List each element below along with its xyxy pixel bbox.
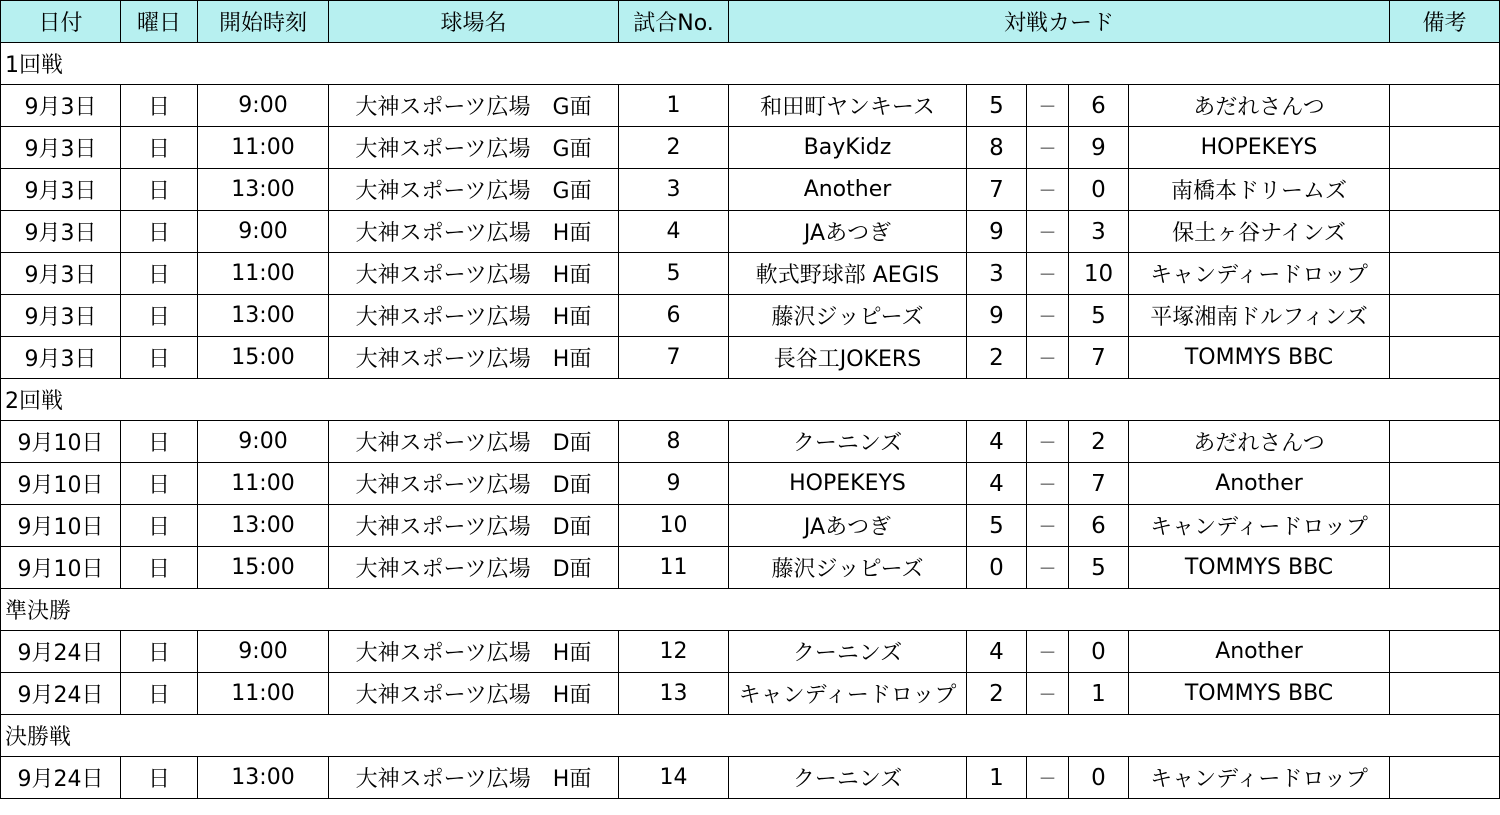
match-date: 9月24日 [1, 631, 121, 673]
header-matchup: 対戦カード [729, 1, 1390, 43]
away-score: 7 [1069, 463, 1129, 505]
match-notes [1390, 631, 1500, 673]
match-number: 7 [619, 337, 729, 379]
away-team: TOMMYS BBC [1129, 673, 1390, 715]
match-venue: 大神スポーツ広場 H面 [329, 673, 619, 715]
match-day: 日 [121, 211, 198, 253]
match-venue: 大神スポーツ広場 H面 [329, 295, 619, 337]
match-number: 10 [619, 505, 729, 547]
away-team: HOPEKEYS [1129, 127, 1390, 169]
match-number: 1 [619, 85, 729, 127]
score-dash: － [1027, 757, 1069, 799]
away-team: あだれさんつ [1129, 85, 1390, 127]
match-notes [1390, 547, 1500, 589]
home-team: 長谷工JOKERS [729, 337, 967, 379]
table-row [1, 85, 1500, 127]
away-team: TOMMYS BBC [1129, 337, 1390, 379]
away-score: 0 [1069, 757, 1129, 799]
round-title: 2回戦 [1, 379, 1500, 421]
match-venue: 大神スポーツ広場 H面 [329, 253, 619, 295]
score-dash: － [1027, 463, 1069, 505]
score-dash: － [1027, 673, 1069, 715]
match-time: 13:00 [198, 757, 329, 799]
match-number: 11 [619, 547, 729, 589]
match-number: 8 [619, 421, 729, 463]
match-notes [1390, 505, 1500, 547]
match-time: 11:00 [198, 463, 329, 505]
match-time: 11:00 [198, 673, 329, 715]
away-score: 5 [1069, 547, 1129, 589]
match-venue: 大神スポーツ広場 D面 [329, 547, 619, 589]
table-row [1, 211, 1500, 253]
round-section-row [1, 43, 1500, 85]
header-start-time: 開始時刻 [198, 1, 329, 43]
score-dash: － [1027, 547, 1069, 589]
header-date: 日付 [1, 1, 121, 43]
header-venue: 球場名 [329, 1, 619, 43]
match-time: 13:00 [198, 505, 329, 547]
home-team: HOPEKEYS [729, 463, 967, 505]
home-score: 5 [967, 85, 1027, 127]
away-score: 6 [1069, 85, 1129, 127]
table-row [1, 337, 1500, 379]
table-row [1, 127, 1500, 169]
match-day: 日 [121, 337, 198, 379]
match-number: 14 [619, 757, 729, 799]
round-section-row [1, 715, 1500, 757]
home-team: クーニンズ [729, 631, 967, 673]
match-notes [1390, 211, 1500, 253]
match-date: 9月3日 [1, 85, 121, 127]
match-date: 9月10日 [1, 463, 121, 505]
match-date: 9月10日 [1, 547, 121, 589]
match-day: 日 [121, 127, 198, 169]
match-venue: 大神スポーツ広場 H面 [329, 211, 619, 253]
away-score: 5 [1069, 295, 1129, 337]
table-row [1, 757, 1500, 799]
header-match-no: 試合No. [619, 1, 729, 43]
match-date: 9月3日 [1, 211, 121, 253]
match-time: 11:00 [198, 253, 329, 295]
match-day: 日 [121, 547, 198, 589]
home-team: 藤沢ジッピーズ [729, 547, 967, 589]
match-time: 11:00 [198, 127, 329, 169]
header-day: 曜日 [121, 1, 198, 43]
match-day: 日 [121, 673, 198, 715]
home-score: 4 [967, 421, 1027, 463]
away-team: TOMMYS BBC [1129, 547, 1390, 589]
home-score: 8 [967, 127, 1027, 169]
match-day: 日 [121, 295, 198, 337]
home-team: クーニンズ [729, 757, 967, 799]
header-row [1, 1, 1500, 43]
match-date: 9月24日 [1, 757, 121, 799]
match-venue: 大神スポーツ広場 G面 [329, 127, 619, 169]
away-team: Another [1129, 463, 1390, 505]
match-venue: 大神スポーツ広場 H面 [329, 757, 619, 799]
away-score: 9 [1069, 127, 1129, 169]
table-row [1, 505, 1500, 547]
home-team: Another [729, 169, 967, 211]
match-date: 9月24日 [1, 673, 121, 715]
home-team: 藤沢ジッピーズ [729, 295, 967, 337]
home-score: 1 [967, 757, 1027, 799]
home-team: BayKidz [729, 127, 967, 169]
match-date: 9月10日 [1, 421, 121, 463]
match-number: 12 [619, 631, 729, 673]
round-title: 準決勝 [1, 589, 1500, 631]
match-notes [1390, 757, 1500, 799]
away-score: 7 [1069, 337, 1129, 379]
home-team: 和田町ヤンキース [729, 85, 967, 127]
away-score: 3 [1069, 211, 1129, 253]
match-venue: 大神スポーツ広場 D面 [329, 421, 619, 463]
table-body [1, 43, 1500, 799]
away-team: 平塚湘南ドルフィンズ [1129, 295, 1390, 337]
score-dash: － [1027, 421, 1069, 463]
home-team: クーニンズ [729, 421, 967, 463]
match-time: 13:00 [198, 295, 329, 337]
match-day: 日 [121, 85, 198, 127]
match-day: 日 [121, 631, 198, 673]
home-score: 7 [967, 169, 1027, 211]
match-day: 日 [121, 505, 198, 547]
match-notes [1390, 421, 1500, 463]
score-dash: － [1027, 337, 1069, 379]
match-number: 6 [619, 295, 729, 337]
match-number: 3 [619, 169, 729, 211]
match-number: 13 [619, 673, 729, 715]
match-time: 15:00 [198, 547, 329, 589]
away-score: 0 [1069, 631, 1129, 673]
away-score: 1 [1069, 673, 1129, 715]
match-date: 9月10日 [1, 505, 121, 547]
match-notes [1390, 337, 1500, 379]
home-score: 2 [967, 337, 1027, 379]
home-score: 5 [967, 505, 1027, 547]
match-number: 2 [619, 127, 729, 169]
score-dash: － [1027, 127, 1069, 169]
round-section-row [1, 589, 1500, 631]
away-team: 保土ヶ谷ナインズ [1129, 211, 1390, 253]
round-title: 決勝戦 [1, 715, 1500, 757]
table-row [1, 673, 1500, 715]
round-section-row [1, 379, 1500, 421]
match-date: 9月3日 [1, 169, 121, 211]
table-row [1, 631, 1500, 673]
match-notes [1390, 253, 1500, 295]
score-dash: － [1027, 505, 1069, 547]
match-number: 4 [619, 211, 729, 253]
home-score: 0 [967, 547, 1027, 589]
away-team: キャンディードロップ [1129, 505, 1390, 547]
match-venue: 大神スポーツ広場 H面 [329, 631, 619, 673]
away-score: 6 [1069, 505, 1129, 547]
match-time: 13:00 [198, 169, 329, 211]
match-time: 9:00 [198, 85, 329, 127]
score-dash: － [1027, 85, 1069, 127]
away-team: キャンディードロップ [1129, 253, 1390, 295]
match-notes [1390, 673, 1500, 715]
home-team: JAあつぎ [729, 211, 967, 253]
match-venue: 大神スポーツ広場 G面 [329, 169, 619, 211]
home-score: 4 [967, 463, 1027, 505]
header-notes: 備考 [1390, 1, 1500, 43]
away-team: 南橋本ドリームズ [1129, 169, 1390, 211]
round-title: 1回戦 [1, 43, 1500, 85]
table-row [1, 421, 1500, 463]
away-score: 2 [1069, 421, 1129, 463]
match-day: 日 [121, 421, 198, 463]
match-venue: 大神スポーツ広場 H面 [329, 337, 619, 379]
match-notes [1390, 169, 1500, 211]
match-day: 日 [121, 757, 198, 799]
match-venue: 大神スポーツ広場 D面 [329, 505, 619, 547]
match-day: 日 [121, 169, 198, 211]
home-score: 4 [967, 631, 1027, 673]
match-time: 9:00 [198, 631, 329, 673]
match-date: 9月3日 [1, 295, 121, 337]
away-team: Another [1129, 631, 1390, 673]
match-date: 9月3日 [1, 253, 121, 295]
home-score: 2 [967, 673, 1027, 715]
match-venue: 大神スポーツ広場 D面 [329, 463, 619, 505]
away-team: キャンディードロップ [1129, 757, 1390, 799]
score-dash: － [1027, 169, 1069, 211]
match-day: 日 [121, 463, 198, 505]
match-notes [1390, 463, 1500, 505]
away-team: あだれさんつ [1129, 421, 1390, 463]
match-notes [1390, 295, 1500, 337]
match-date: 9月3日 [1, 127, 121, 169]
score-dash: － [1027, 631, 1069, 673]
table-row [1, 463, 1500, 505]
home-score: 9 [967, 211, 1027, 253]
match-venue: 大神スポーツ広場 G面 [329, 85, 619, 127]
table-header [1, 1, 1500, 43]
table-row [1, 295, 1500, 337]
away-score: 10 [1069, 253, 1129, 295]
score-dash: － [1027, 295, 1069, 337]
table-row [1, 169, 1500, 211]
table-row [1, 253, 1500, 295]
match-notes [1390, 85, 1500, 127]
score-dash: － [1027, 211, 1069, 253]
home-team: JAあつぎ [729, 505, 967, 547]
table-row [1, 547, 1500, 589]
away-score: 0 [1069, 169, 1129, 211]
home-score: 3 [967, 253, 1027, 295]
score-dash: － [1027, 253, 1069, 295]
match-notes [1390, 127, 1500, 169]
match-time: 9:00 [198, 211, 329, 253]
match-time: 9:00 [198, 421, 329, 463]
home-score: 9 [967, 295, 1027, 337]
home-team: キャンディードロップ [729, 673, 967, 715]
match-number: 9 [619, 463, 729, 505]
match-date: 9月3日 [1, 337, 121, 379]
match-number: 5 [619, 253, 729, 295]
match-day: 日 [121, 253, 198, 295]
home-team: 軟式野球部 AEGIS [729, 253, 967, 295]
match-time: 15:00 [198, 337, 329, 379]
